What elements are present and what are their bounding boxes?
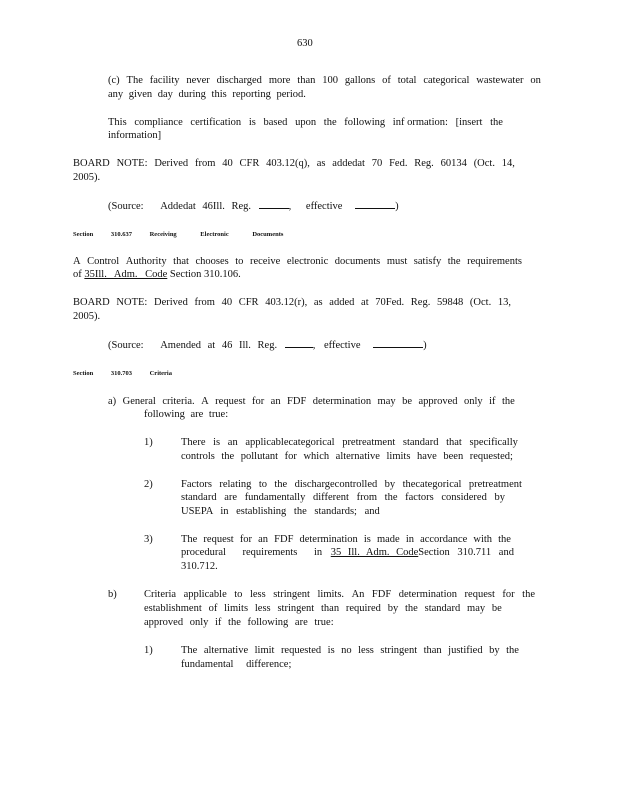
word: Reg. [410,297,431,308]
source-2-effective: effective [323,340,361,351]
word: receive [249,256,281,267]
word: at [361,297,369,308]
word: as [316,158,326,169]
word: added [329,297,355,308]
word: 403.12(q), [266,158,310,169]
section-title: Receiving Electronic Documents [149,231,284,238]
word: requirements [467,256,522,267]
word: Authority [125,256,167,267]
word: from [194,297,215,308]
word: Criteria [144,589,177,600]
word: BOARD [73,297,110,308]
word: made [376,534,400,545]
word: FDF [371,589,392,600]
word: FDF [287,396,307,407]
word: Fed. [389,158,408,169]
word: are [224,492,238,503]
word: in [405,534,414,545]
word: to [234,589,243,600]
word: standard [181,492,217,503]
word: pollutant [240,451,279,462]
word: [insert [455,117,483,128]
a2-line-2 [181,491,505,504]
word: The [181,645,198,656]
word: considered [441,492,487,503]
b1-line-2: fundamental difference; [181,659,292,670]
word: for [284,451,297,462]
source-1-comma: , [288,201,292,212]
word: certification [190,117,242,128]
word: an [227,437,238,448]
para-c-line-2: any given day during this reporting period. [108,89,306,100]
b-number: b) [108,589,117,600]
word: 70Fed. [375,297,405,308]
a3-line-2 [181,546,514,559]
a3-line-1 [181,533,511,546]
word: wastewater [476,75,524,86]
source-2 [108,338,427,352]
word: no [341,645,352,656]
source-2-comma: , [312,340,316,351]
word: of [208,603,218,614]
board-note-1-line-1 [73,157,515,170]
word: of [382,75,391,86]
word: 403.12(r), [265,297,308,308]
source-1-text: Addedat 46Ill. Reg. [160,201,252,212]
word: by [494,492,505,503]
word: is [248,117,256,128]
word: based [263,117,288,128]
a3-line-2-tail: Section 310.711 and [418,547,514,558]
word: Derived [154,158,189,169]
word: fundamentally [244,492,306,503]
word: the [522,589,535,600]
a3-number: 3) [144,534,153,545]
word: Reg. [414,158,434,169]
word: limits. [317,589,345,600]
word: limits [386,451,411,462]
word: This [108,117,127,128]
word: never [186,75,210,86]
word: NOTE: [116,158,148,169]
word: from [194,158,216,169]
page-number: 630 [297,38,313,49]
word: an [258,534,269,545]
word: total [397,75,417,86]
word: a) [108,396,117,407]
word: (Oct. [469,297,492,308]
word: An [351,589,365,600]
word: The [126,75,143,86]
certification-line-1 [108,116,503,129]
control-authority-prefix: of [73,269,85,280]
word: the [221,451,235,462]
word: Control [87,256,120,267]
source-1-date-blank [355,199,395,209]
word: which [303,451,330,462]
source-1-effective: effective [305,201,343,212]
word: the [490,117,503,128]
word: may [377,396,396,407]
word: requested [280,645,322,656]
word: an [270,396,281,407]
word: the [447,256,461,267]
word: categorical [423,75,470,86]
word: be [402,396,412,407]
word: justified [448,645,483,656]
word: from [356,492,378,503]
a1-line-1 [181,436,518,449]
word: facility [149,75,180,86]
word: 60134 [440,158,467,169]
board-note-1-line-2: 2005). [73,172,101,183]
word: factors [405,492,434,503]
word: standard [402,437,439,448]
b1-number: 1) [144,645,153,656]
word: General [122,396,156,407]
word: only [463,396,483,407]
word: alternative [335,451,380,462]
word: 13, [497,297,511,308]
word: to [235,256,244,267]
section-310-637-heading [73,230,283,239]
word: A [73,256,81,267]
word: the [274,479,288,490]
word: A [201,396,209,407]
word: that [173,256,189,267]
word: dischargecontrolled [294,479,378,490]
word: required [345,603,381,614]
word: electronic [286,256,329,267]
adm-code-link: 35 Ill. Adm. Code [330,547,419,558]
section-label: Section [73,370,94,377]
section-310-703-heading [73,369,172,378]
para-c-line-1 [108,74,541,87]
item-b-line-1 [144,588,535,601]
word: by [489,645,500,656]
word: request [464,589,495,600]
a2-line-3: USEPA in establishing the standards; and [181,506,380,517]
control-authority-suffix: Section 310.106. [167,269,241,280]
word: is [213,437,221,448]
section-title: Criteria [149,370,172,377]
a2-number: 2) [144,479,153,490]
word: inf ormation: [392,117,448,128]
word: specifically [469,437,518,448]
word: documents [334,256,381,267]
source-2-text: Amended at 46 Ill. Reg. [160,340,278,351]
item-a-line-2: following are true: [144,409,229,420]
word: less [254,603,271,614]
a2-line-1 [181,478,522,491]
section-number: 310.637 [110,231,132,238]
board-note-2-line-1 [73,296,511,309]
word: less [249,589,266,600]
item-a-line-1 [108,395,515,408]
word: less [358,645,374,656]
word: pretreatment [468,479,522,490]
word: that [446,437,462,448]
word: applicablecategorical [245,437,335,448]
word: by [387,603,399,614]
word: the [506,645,519,656]
word: criteria. [162,396,195,407]
item-b-line-2 [144,602,502,615]
word: may [467,603,486,614]
word: There [181,437,206,448]
word: alternative [203,645,249,656]
word: gallons [344,75,376,86]
a3-line-3: 310.712. [181,561,218,572]
word: 14, [501,158,515,169]
word: determination [312,396,372,407]
word: by [384,479,396,490]
source-2-close: ) [423,340,427,351]
word: limit [254,645,275,656]
word: addedat [332,158,365,169]
word: establishment [144,603,202,614]
word: approved [418,396,458,407]
word: applicable [183,589,227,600]
word: the [384,492,398,503]
word: more [268,75,291,86]
word: on [530,75,541,86]
control-authority-line-1 [73,255,522,268]
word: pretreatment [342,437,396,448]
word: Derived [154,297,188,308]
board-note-2-line-2: 2005). [73,311,101,322]
section-number: 310.703 [110,370,132,377]
word: with [473,534,493,545]
word: Factors [181,479,212,490]
certification-line-2: information] [108,130,162,141]
word: stringent [277,603,315,614]
word: CFR [238,297,259,308]
word: (c) [108,75,120,86]
word: as [313,297,323,308]
source-1 [108,199,399,213]
word: the [405,603,418,614]
word: 100 [322,75,338,86]
source-1-volume-blank [259,199,289,209]
word: for [251,396,265,407]
item-b-line-3: approved only if the following are true: [144,617,334,628]
a1-number: 1) [144,437,153,448]
word: chooses [195,256,229,267]
word: determination [299,534,358,545]
word: BOARD [73,158,110,169]
word: CFR [239,158,260,169]
word: for [502,589,515,600]
source-1-close: ) [395,201,399,212]
word: accordance [420,534,468,545]
word: have [417,451,437,462]
source-2-volume-blank [285,338,313,348]
a1-line-2 [181,450,513,463]
word: (Oct. [473,158,495,169]
source-2-date-blank [373,338,423,348]
word: requested; [469,451,513,462]
word: compliance [134,117,183,128]
word: request [215,396,246,407]
a3-line-2-text: procedural requirements in [181,547,323,558]
word: than [297,75,316,86]
word: following [344,117,386,128]
word: for [239,534,253,545]
word: 40 [222,158,233,169]
word: than [321,603,340,614]
word: standard [424,603,461,614]
word: determination [398,589,458,600]
source-2-open: (Source: [108,340,144,351]
word: be [491,603,502,614]
word: the [501,396,515,407]
word: satisfy [413,256,442,267]
word: 70 [371,158,383,169]
word: request [203,534,234,545]
word: FDF [274,534,294,545]
word: NOTE: [116,297,148,308]
word: the [498,534,511,545]
word: different [312,492,349,503]
word: upon [295,117,317,128]
word: the [323,117,337,128]
word: is [363,534,371,545]
word: The [181,534,198,545]
word: limits [224,603,249,614]
word: thecategorical [402,479,462,490]
word: than [423,645,442,656]
word: 59848 [437,297,464,308]
word: is [327,645,335,656]
word: relating [219,479,252,490]
word: controls [181,451,215,462]
word: must [386,256,408,267]
b1-line-1 [181,644,519,657]
word: discharged [216,75,262,86]
word: stringent [380,645,418,656]
control-authority-line-2 [73,268,241,281]
word: to [258,479,267,490]
source-1-open: (Source: [108,201,144,212]
section-label: Section [73,231,94,238]
word: if [489,396,496,407]
word: 40 [221,297,233,308]
word: stringent [273,589,310,600]
word: been [443,451,464,462]
adm-code-link: 35Ill. Adm. Code [84,269,168,280]
